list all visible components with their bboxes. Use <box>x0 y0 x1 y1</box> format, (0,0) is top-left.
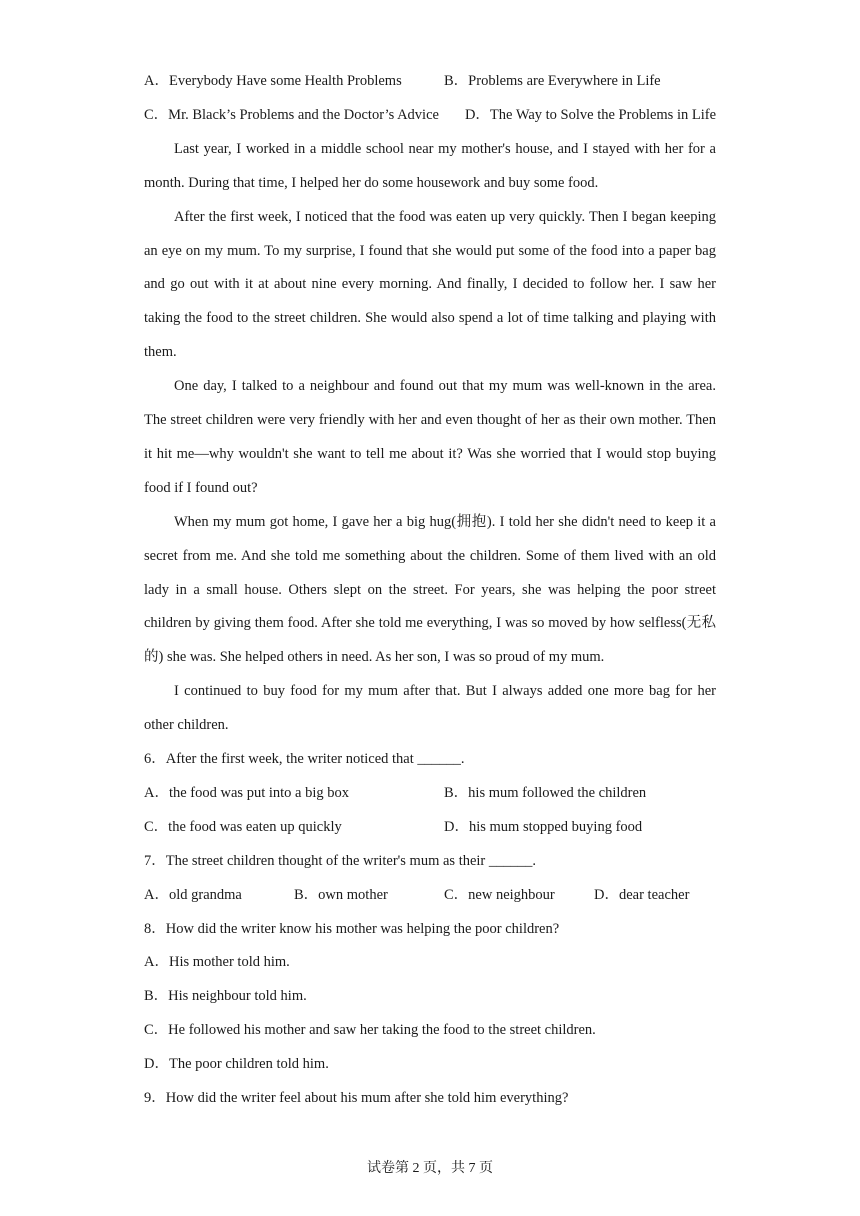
question-6-option-a: A．the food was put into a big box <box>144 785 349 801</box>
question-7-option-c: C．new neighbour <box>444 886 555 903</box>
question-7-option-d: D．dear teacher <box>594 886 690 903</box>
question-6-option-c: C．the food was eaten up quickly <box>144 818 342 835</box>
passage-paragraph-5: I continued to buy food for my mum after that. But I always added one more bag for her other children. <box>144 683 716 734</box>
question-6-options-row-2 <box>144 811 716 845</box>
question-9-stem: 9．How did the writer feel about his mum after she told him everything? <box>144 1090 569 1107</box>
question-6-options-row-1 <box>144 777 716 811</box>
question-8-stem: 8．How did the writer know his mother was helping the poor children? <box>144 920 560 937</box>
page-content <box>144 65 716 1116</box>
prev-option-c: C．Mr. Black’s Problems and the Doctor’s Advice <box>144 106 439 123</box>
passage-paragraph-1: Last year, I worked in a middle school near my mother's house, and I stayed with her for a month. During that time, I helped her do some housework and buy some food. <box>144 140 716 191</box>
question-8-option-b: B．His neighbour told him. <box>144 988 307 1005</box>
prev-option-b: B．Problems are Everywhere in Life <box>444 73 661 89</box>
question-7-option-b: B．own mother <box>294 886 388 903</box>
question-6-option-b: B．his mum followed the children <box>444 785 647 801</box>
page-footer: 试卷第 2 页，共 7 页 <box>367 1161 493 1176</box>
prev-option-a: A．Everybody Have some Health Problems <box>144 73 402 89</box>
question-8-option-d: D．The poor children told him. <box>144 1056 329 1073</box>
passage-paragraph-2: After the first week, I noticed that the food was eaten up very quickly. Then I began keeping an eye on my mum. To my surprise, I found that she would put some of the food into a paper bag and go out with it at about nine every morning. And finally, I decided to follow her. I saw her taking the food to the street children. She would also spend a lot of time talking and playing with them. <box>144 208 716 361</box>
question-7-option-a: A．old grandma <box>144 886 242 903</box>
prev-question-options-row-1 <box>144 65 716 99</box>
question-8-option-a: A．His mother told him. <box>144 954 290 971</box>
question-6-stem: 6．After the first week, the writer noticed that ______. <box>144 751 465 768</box>
question-6-option-d: D．his mum stopped buying food <box>444 818 643 835</box>
passage-paragraph-3: One day, I talked to a neighbour and found out that my mum was well-known in the area. The street children were very friendly with her and even thought of her as their own mother. Then it hit me—why wouldn't she want to tell me about it? Was she worried that I would stop buying food if I found out? <box>144 378 716 496</box>
question-8-option-c: C．He followed his mother and saw her taking the food to the street children. <box>144 1022 596 1039</box>
prev-question-options-row-2 <box>144 99 716 133</box>
prev-option-d: D．The Way to Solve the Problems in Life <box>464 106 717 123</box>
question-7-stem: 7．The street children thought of the writer's mum as their ______. <box>144 852 537 869</box>
passage-paragraph-4: When my mum got home, I gave her a big hug(拥抱). I told her she didn't need to keep it a secret from me. And she told me something about the children. Some of them lived with an old lady in a small house. Others slept on the street. For years, she was helping the poor street children by giving them food. After she told me everything, I was so moved by how selfless(无私的) she was. She helped others in need. As her son, I was so proud of my mum. <box>144 513 716 666</box>
question-7-options-row <box>144 879 716 913</box>
